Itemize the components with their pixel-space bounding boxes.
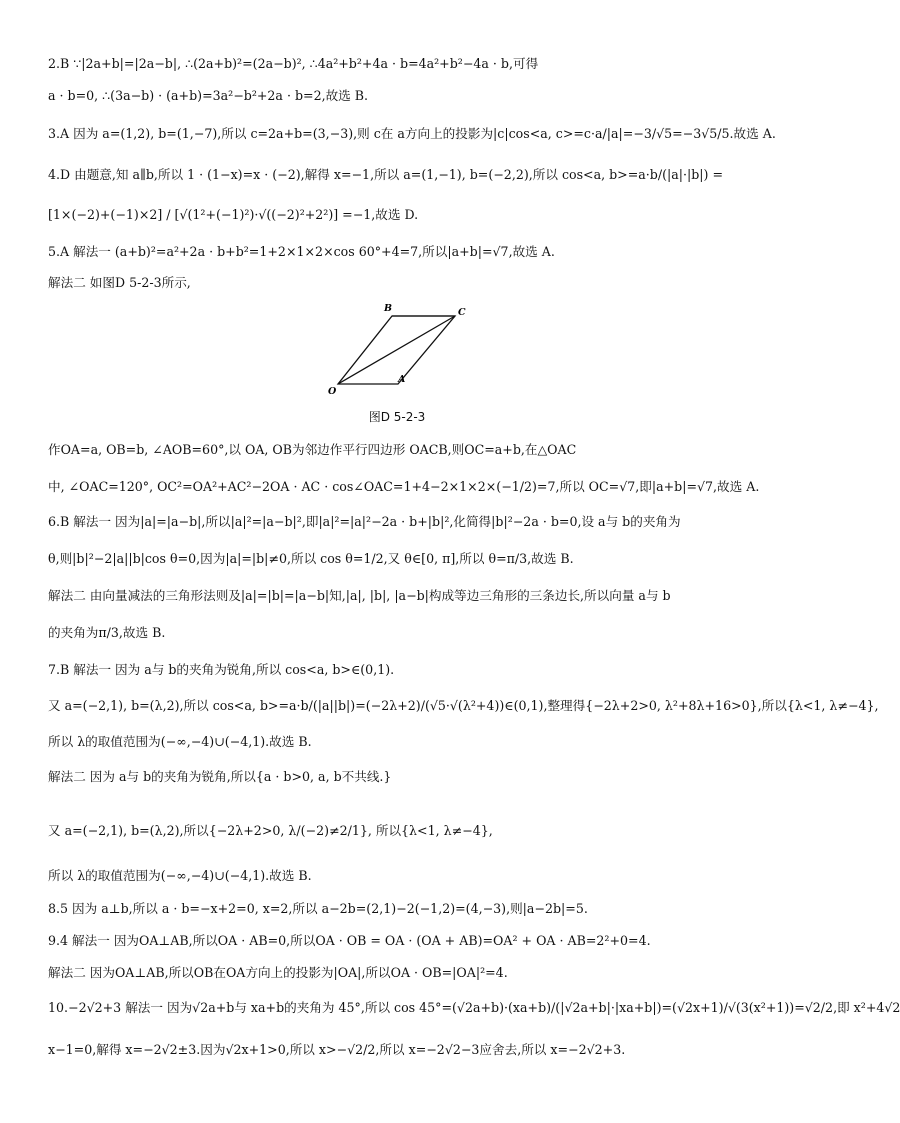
answer-3-line: 3.A 因为 a=(1,2), b=(1,−7),所以 c=2a+b=(3,−3),则 c在 a方向上的投影为|c|cos<a, c>=c·a/|a|=−3/√5=−3√5/5.故选 A. <box>48 126 776 141</box>
answer-5-method-2-intro: 解法二 如图D 5-2-3所示, <box>48 275 191 290</box>
answer-5-method-2-line-2: 中, ∠OAC=120°, OC²=OA²+AC²−2OA · AC · cos∠OAC=1+4−2×1×2×(−1/2)=7,所以 OC=√7,即|a+b|=√7,故选 A. <box>48 479 760 494</box>
answer-6-method-2-line-1: 解法二 由向量减法的三角形法则及|a|=|b|=|a−b|知,|a|, |b|, |a−b|构成等边三角形的三条边长,所以向量 a与 b <box>48 588 671 603</box>
label-a: A <box>398 374 406 385</box>
label-o: O <box>328 386 337 397</box>
answer-9-method-2: 解法二 因为OA⊥AB,所以OB在OA方向上的投影为|OA|,所以OA · OB=|OA|²=4. <box>48 965 508 980</box>
answer-7-method-1-line-2: 又 a=(−2,1), b=(λ,2),所以 cos<a, b>=a·b/(|a||b|)=(−2λ+2)/(√5·√(λ²+4))∈(0,1),整理得{−2λ+2>0, λ²+8λ+16>0},所以{λ<1, λ≠−4}, <box>48 698 879 713</box>
answer-5-method-2-line-1: 作OA=a, OB=b, ∠AOB=60°,以 OA, OB为邻边作平行四边形 OACB,则OC=a+b,在△OAC <box>48 442 577 457</box>
answer-7-method-2-line-3: 所以 λ的取值范围为(−∞,−4)∪(−4,1).故选 B. <box>48 868 312 883</box>
parallelogram-diagram <box>320 296 480 402</box>
label-c: C <box>458 307 466 318</box>
label-b: B <box>384 303 393 314</box>
figure-caption: 图D 5-2-3 <box>368 410 426 424</box>
answer-4-line-1: 4.D 由题意,知 a∥b,所以 1 · (1−x)=x · (−2),解得 x=−1,所以 a=(1,−1), b=(−2,2),所以 cos<a, b>=a·b/(|a|·|b|) = <box>48 167 724 182</box>
answer-8-line: 8.5 因为 a⊥b,所以 a · b=−x+2=0, x=2,所以 a−2b=(2,1)−2(−1,2)=(4,−3),则|a−2b|=5. <box>48 901 588 916</box>
answer-6-method-2-line-2: 的夹角为π/3,故选 B. <box>48 625 166 640</box>
answer-7-method-1-line-1: 7.B 解法一 因为 a与 b的夹角为锐角,所以 cos<a, b>∈(0,1). <box>48 662 395 677</box>
answer-4-line-2: [1×(−2)+(−1)×2] / [√(1²+(−1)²)·√((−2)²+2²)] =−1,故选 D. <box>48 207 419 222</box>
answer-7-method-2-line-1: 解法二 因为 a与 b的夹角为锐角,所以{a · b>0, a, b不共线.} <box>48 769 392 784</box>
diagonal-oc <box>338 316 455 384</box>
answer-7-method-1-line-3: 所以 λ的取值范围为(−∞,−4)∪(−4,1).故选 B. <box>48 734 312 749</box>
answer-2-line-1: 2.B ∵|2a+b|=|2a−b|, ∴(2a+b)²=(2a−b)², ∴4a²+b²+4a · b=4a²+b²−4a · b,可得 <box>48 56 539 71</box>
answer-6-method-1-line-1: 6.B 解法一 因为|a|=|a−b|,所以|a|²=|a−b|²,即|a|²=|a|²−2a · b+|b|²,化简得|b|²−2a · b=0,设 a与 b的夹角为 <box>48 514 681 529</box>
parallelogram-figure <box>320 296 480 402</box>
answer-6-method-1-line-2: θ,则|b|²−2|a||b|cos θ=0,因为|a|=|b|≠0,所以 cos θ=1/2,又 θ∈[0, π],所以 θ=π/3,故选 B. <box>48 551 574 566</box>
answer-9-method-1: 9.4 解法一 因为OA⊥AB,所以OA · AB=0,所以OA · OB = OA · (OA + AB)=OA² + OA · AB=2²+0=4. <box>48 933 651 948</box>
answer-10-line-1: 10.−2√2+3 解法一 因为√2a+b与 xa+b的夹角为 45°,所以 cos 45°=(√2a+b)·(xa+b)/(|√2a+b|·|xa+b|)=(√2x+1)/√(3(x²+1))=√2/2,即 x²+4√2 <box>48 1000 900 1015</box>
answer-7-method-2-line-2: 又 a=(−2,1), b=(λ,2),所以{−2λ+2>0, λ/(−2)≠2/1}, 所以{λ<1, λ≠−4}, <box>48 823 493 838</box>
answer-2-line-2: a · b=0, ∴(3a−b) · (a+b)=3a²−b²+2a · b=2,故选 B. <box>48 88 369 103</box>
answer-10-line-2: x−1=0,解得 x=−2√2±3.因为√2x+1>0,所以 x>−√2/2,所以 x=−2√2−3应舍去,所以 x=−2√2+3. <box>48 1042 626 1057</box>
answer-5-method-1: 5.A 解法一 (a+b)²=a²+2a · b+b²=1+2×1×2×cos 60°+4=7,所以|a+b|=√7,故选 A. <box>48 244 555 259</box>
